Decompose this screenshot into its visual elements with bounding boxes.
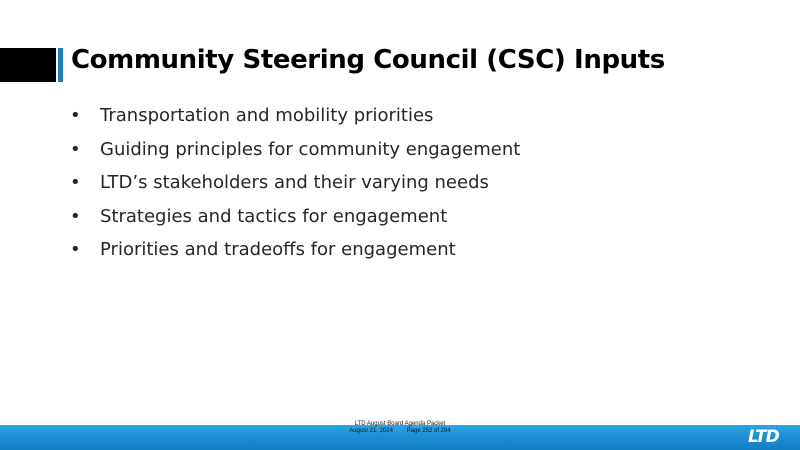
title-black-block [0, 48, 56, 82]
title-accent-bar [58, 48, 63, 82]
ltd-logo-icon [748, 427, 792, 447]
bullet-dot-icon: • [70, 205, 81, 227]
bullet-text: Priorities and tradeoffs for engagement [100, 239, 456, 260]
bullet-dot-icon: • [70, 239, 81, 260]
footer-page-info [0, 428, 800, 435]
bullet-dot-icon: • [70, 138, 81, 160]
slide-title: Community Steering Council (CSC) Inputs [71, 45, 665, 75]
bullet-item [70, 101, 520, 135]
footer-page-number: Page 252 of 294 [406, 428, 451, 434]
bullet-dot-icon: • [70, 172, 81, 193]
bullet-item [70, 235, 520, 269]
bullet-dot-icon: • [70, 105, 81, 126]
bullet-text: Strategies and tactics for engagement [100, 205, 448, 227]
footer-date: August 21, 2024 [349, 428, 393, 434]
bullet-text: Guiding principles for community engagement [100, 138, 521, 160]
bullet-text: LTD’s stakeholders and their varying needs [100, 172, 489, 193]
bullet-item [70, 168, 520, 202]
bullet-list [70, 101, 520, 269]
footer-packet-label: LTD August Board Agenda Packet [354, 421, 446, 427]
bullet-text: Transportation and mobility priorities [100, 105, 434, 126]
logo-text: LTD [748, 427, 779, 447]
bullet-item [70, 202, 520, 236]
bullet-item [70, 135, 520, 169]
